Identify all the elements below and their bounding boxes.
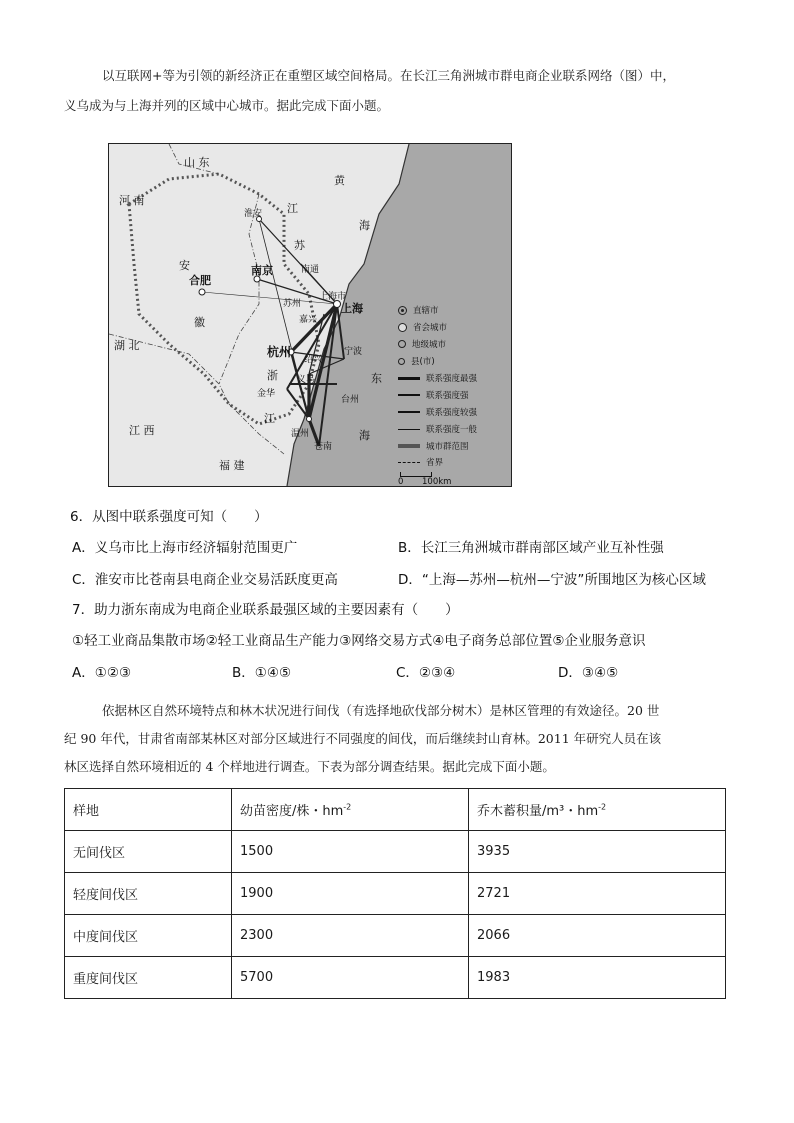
label-huaian: 淮安 (244, 209, 263, 219)
header-volume-sup: -2 (598, 802, 607, 812)
q7-option-a: A．①②③ (72, 665, 132, 681)
label-nantong: 南通 (301, 265, 320, 275)
cell-density: 2300 (232, 915, 469, 957)
label-ningbo: 宁波 (344, 347, 363, 357)
header-volume-text: 乔木蓄积量/m³・hm (477, 804, 599, 819)
label-hangzhou: 杭州 (267, 345, 292, 359)
map-legend (398, 302, 508, 488)
label-yellow-sea: 黄 (334, 174, 345, 187)
label-cangnan: 苍南 (314, 442, 333, 452)
header-seedling-density (232, 789, 469, 831)
table-row (65, 873, 726, 915)
legend-municipality (398, 304, 439, 316)
label-suzhou: 苏州 (283, 299, 302, 309)
legend-prefecture-label: 地级城市 (412, 340, 447, 350)
label-jiaxing: 嘉兴 (299, 315, 318, 325)
table-header-row (65, 789, 726, 831)
cell-plot: 中度间伐区 (65, 915, 232, 957)
scale-distance: 100km (422, 477, 452, 487)
table-row (65, 915, 726, 957)
cell-density: 1900 (232, 873, 469, 915)
yiwu-marker (307, 417, 312, 422)
q6-stem: 6．从图中联系强度可知（ ） (70, 509, 268, 525)
legend-strongest (398, 372, 477, 384)
legend-strong-label: 联系强度强 (426, 391, 469, 401)
legend-relatively-strong-label: 联系强度较强 (426, 408, 478, 418)
legend-county-label: 县(市) (411, 357, 435, 367)
legend-city-group (398, 440, 469, 452)
survey-table (64, 788, 726, 999)
label-shandong: 山 东 (184, 156, 210, 169)
forest-intro-line-1: 依据林区自然环境特点和林木状况进行间伐（有选择地砍伐部分树木）是林区管理的有效途径。20 世 (102, 703, 660, 718)
legend-capital-label: 省会城市 (413, 323, 448, 333)
forest-intro-line-3: 林区选择自然环境相近的 4 个样地进行调查。下表为部分调查结果。据此完成下面小题。 (64, 759, 555, 774)
label-shanghai: 上海 (341, 302, 363, 315)
label-zhejiang-2: 江 (264, 412, 275, 425)
q7-option-c: C．②③④ (396, 665, 456, 681)
label-anhui-hui: 徽 (194, 316, 205, 329)
label-jinhua: 金华 (257, 389, 276, 399)
label-wenzhou: 温州 (291, 429, 310, 439)
q6-option-d: D．“上海—苏州—杭州—宁波”所围地区为核心区域 (398, 572, 706, 588)
hefei-marker (199, 289, 205, 295)
header-plot: 样地 (65, 789, 232, 831)
label-zhejiang: 浙 (267, 369, 278, 382)
legend-city-group-label: 城市群范围 (426, 442, 469, 452)
cell-density: 1500 (232, 831, 469, 873)
label-yellow-sea-2: 海 (359, 219, 370, 232)
label-yiwu: 义乌 (297, 375, 316, 385)
q7-option-d: D．③④⑤ (558, 665, 619, 681)
legend-province-boundary-label: 省界 (426, 458, 444, 468)
label-east-sea-2: 海 (359, 429, 370, 442)
label-hubei: 湖 北 (114, 339, 140, 352)
label-jiangsu-jiang: 江 (287, 202, 298, 215)
label-shaoxing: 绍兴 (304, 355, 323, 365)
legend-county (398, 355, 435, 367)
label-fujian: 福 建 (219, 459, 245, 472)
q6-option-b: B．长江三角洲城市群南部区域产业互补性强 (398, 540, 664, 556)
q6-option-c: C．淮安市比苍南县电商企业交易活跃度更高 (72, 572, 338, 588)
header-seedling-text: 幼苗密度/株・hm (240, 804, 344, 819)
legend-province-boundary (398, 456, 443, 468)
intro-line-1: 以互联网+等为引领的新经济正在重塑区域空间格局。在长江三角洲城市群电商企业联系网络（图）中， (102, 68, 675, 83)
label-jiangsu-su: 苏 (294, 239, 305, 252)
forest-intro-line-2: 纪 90 年代，甘肃省南部某林区对部分区域进行不同强度的间伐，而后继续封山育林。2011 年研究人员在该 (64, 731, 662, 746)
cell-plot: 轻度间伐区 (65, 873, 232, 915)
legend-strong (398, 389, 469, 401)
scale-zero: 0 (398, 477, 404, 487)
q7-factors: ①轻工业商品集散市场②轻工业商品生产能力③网络交易方式④电子商务总部位置⑤企业服务意识 (72, 633, 646, 649)
q7-option-b: B．①④⑤ (232, 665, 292, 681)
legend-municipality-label: 直辖市 (413, 306, 439, 316)
cell-volume: 2066 (469, 915, 726, 957)
legend-provincial-capital (398, 321, 447, 333)
label-jiangxi: 江 西 (129, 424, 155, 437)
label-shanghai-city: 上海市 (319, 292, 347, 302)
cell-plot: 重度间伐区 (65, 957, 232, 999)
scale-bar (398, 470, 488, 488)
q7-stem: 7．助力浙东南成为电商企业联系最强区域的主要因素有（ ） (72, 602, 459, 618)
legend-prefecture-city (398, 338, 446, 350)
label-nanjing: 南京 (251, 264, 273, 277)
table-row (65, 831, 726, 873)
legend-relatively-strong (398, 406, 477, 418)
legend-general (398, 423, 477, 435)
label-taizhou: 台州 (341, 395, 360, 405)
cell-density: 5700 (232, 957, 469, 999)
q6-option-a: A．义乌市比上海市经济辐射范围更广 (72, 540, 298, 556)
cell-plot: 无间伐区 (65, 831, 232, 873)
intro-line-2: 义乌成为与上海并列的区域中心城市。据此完成下面小题。 (64, 98, 390, 113)
label-east-sea: 东 (371, 372, 382, 385)
cell-volume: 3935 (469, 831, 726, 873)
label-henan-1: 河 南 (119, 194, 145, 207)
label-anhui-an: 安 (179, 259, 190, 272)
header-tree-volume (469, 789, 726, 831)
table-row (65, 957, 726, 999)
cell-volume: 1983 (469, 957, 726, 999)
label-hefei: 合肥 (189, 274, 211, 287)
legend-strongest-label: 联系强度最强 (426, 374, 478, 384)
header-seedling-sup: -2 (343, 802, 352, 812)
legend-general-label: 联系强度一般 (426, 425, 478, 435)
cell-volume: 2721 (469, 873, 726, 915)
